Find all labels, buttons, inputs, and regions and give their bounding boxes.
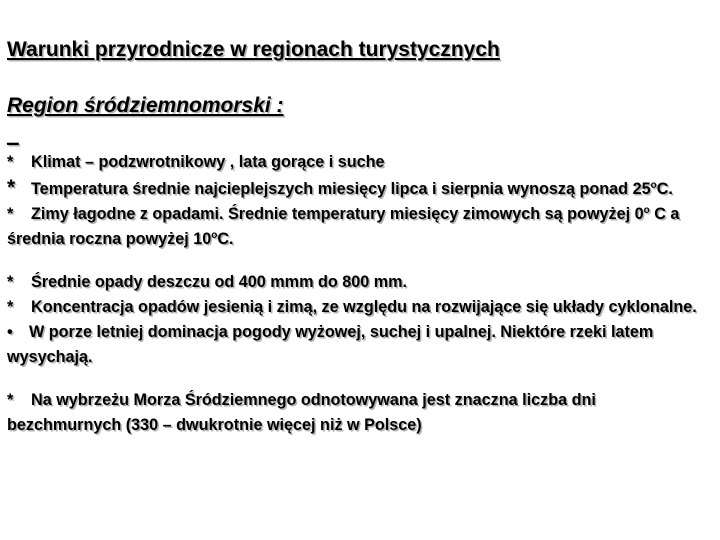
item-text-mid: C a średnia roczna powyżej 10 [7, 205, 680, 248]
degree-symbol: o [211, 230, 218, 241]
asterisk-bullet: * [7, 153, 14, 171]
item-text: Na wybrzeżu Morza Śródziemnego odnotowywana jest znaczna liczba dni bezchmurnych (330 – dwukrotnie więcej niż w Polsce) [7, 391, 596, 434]
degree-symbol: o [650, 180, 657, 191]
item-text-tail: C. [656, 180, 673, 198]
dot-bullet: • [7, 323, 13, 341]
list-item [7, 175, 712, 202]
bullet-list [7, 150, 712, 438]
item-text: Temperatura średnie najcieplejszych miesięcy lipca i sierpnia wynoszą ponad 25 [31, 180, 651, 198]
list-item [7, 320, 712, 370]
item-text: Klimat – podzwrotnikowy , lata gorące i suche [31, 153, 385, 171]
degree-symbol: o [643, 205, 650, 216]
asterisk-bullet: * [7, 205, 14, 223]
underline-dash: _ [7, 123, 19, 146]
item-text: W porze letniej dominacja pogody wyżowej, suchej i upalnej. Niektóre rzeki latem wysychają. [7, 323, 654, 366]
item-text: Koncentracja opadów jesienią i zimą, ze względu na rozwijające się układy cyklonalne. [31, 298, 697, 316]
item-text-tail: C. [217, 230, 234, 248]
slide-title: Warunki przyrodnicze w regionach turystycznych [7, 38, 500, 61]
slide-subtitle: Region śródziemnomorski : [7, 94, 284, 117]
list-item [7, 202, 712, 252]
asterisk-bullet: * [7, 176, 16, 199]
list-item [7, 388, 712, 438]
item-text: Zimy łagodne z opadami. Średnie temperatury miesięcy zimowych są powyżej 0 [31, 205, 644, 223]
list-item [7, 295, 712, 320]
item-text: Średnie opady deszczu od 400 mmm do 800 mm. [31, 273, 408, 291]
list-item [7, 270, 712, 295]
asterisk-bullet: * [7, 391, 14, 409]
asterisk-bullet: * [7, 298, 14, 316]
asterisk-bullet: * [7, 273, 14, 291]
list-item [7, 150, 712, 175]
